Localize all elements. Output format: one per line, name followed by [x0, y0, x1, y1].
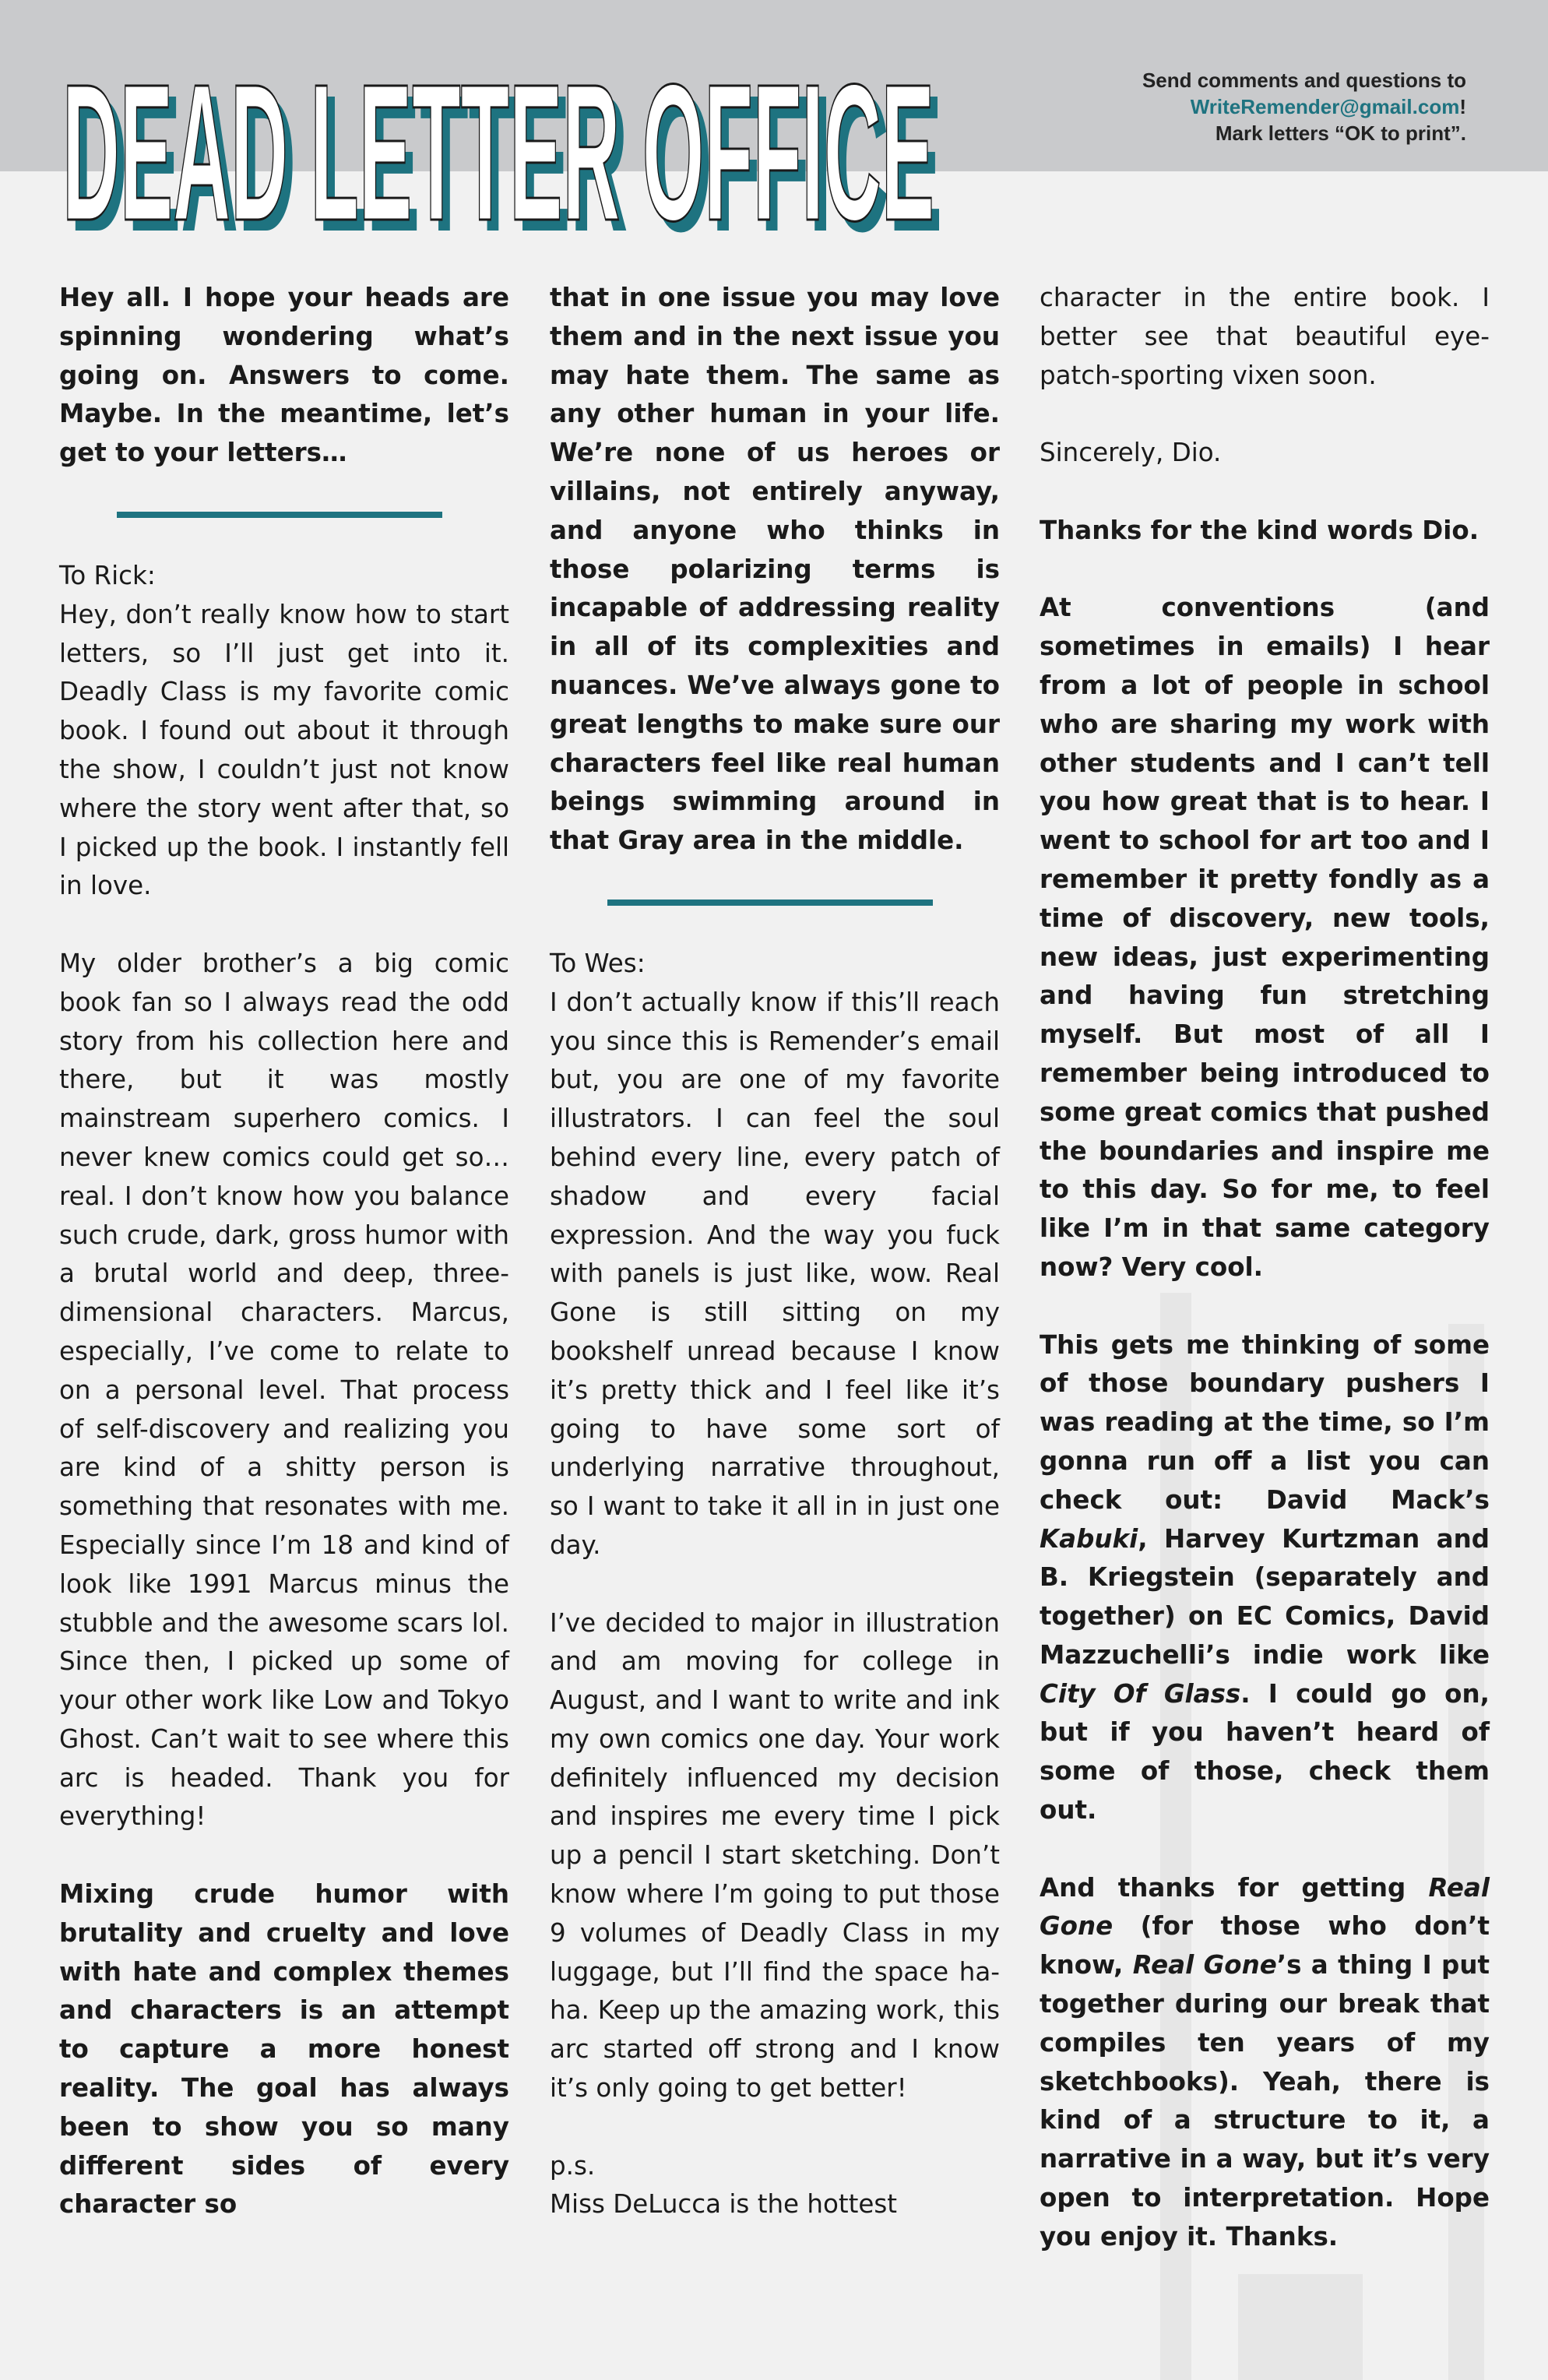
reply-paragraph [1040, 1326, 1490, 1830]
text-run: . I could go on, but if you haven’t heard of some of those, check them out. [1040, 1678, 1490, 1825]
column-1 [59, 279, 509, 2224]
reply-paragraph: Mixing crude humor with brutality and cruelty and love with hate and complex themes and characters is an attempt to capture a more honest reality. The goal has always been to show you so many different sides of every character so [59, 1879, 509, 2220]
title-real-gone: Real Gone [1132, 1950, 1277, 1980]
column-3 [1040, 279, 1490, 2257]
page-title-text: DEAD LETTER OFFICE [62, 44, 934, 255]
ps-text: Miss DeLucca is the hottest [550, 2189, 898, 2220]
reply-paragraph: that in one issue you may love them and in the next issue you may hate them. The same as any other human in your life. We’re none of us heroes or villains, not entirely anyway, and anyone who thinks in those polarizing terms is incapable of addressing reality in all of its complexities and nuances. We’ve always gone to great lengths to make sure our characters feel like real human beings swimming around in that Gray area in the middle. [550, 283, 1000, 856]
letter-salutation: To Rick: [59, 560, 156, 590]
contact-note: Mark letters “OK to print”. [1215, 121, 1466, 145]
contact-email-link[interactable]: WriteRemender@gmail.com [1190, 95, 1460, 118]
text-run: (for those who don’t know, [1040, 1911, 1490, 1980]
column-2 [550, 279, 1000, 2224]
contact-line: Send comments and questions to [1142, 69, 1466, 92]
section-divider [607, 900, 933, 906]
letter-paragraph: My older brother’s a big comic book fan so I always read the odd story from his collection here and there, but it was mostly mainstream superhero comics. I never knew comics could get so… real. I don’t know how you balance such crude, dark, gross humor with a brutal world and deep, three-dimensional characters. Marcus, especially, I’ve come to relate to on a personal level. That process of self-discovery and realizing you are kind of a shitty person is something that resonates with me. Especially since I’m 18 and kind of look like 1991 Marcus minus the stubble and the awesome scars lol. Since then, I picked up some of your other work like Low and Tokyo Ghost. Can’t wait to see where this arc is headed. Thank you for everything! [59, 948, 509, 1832]
ps-label: p.s. [550, 2150, 596, 2181]
reply-paragraph [1040, 1869, 1490, 2257]
contact-email-line [1061, 93, 1466, 120]
ps-text: character in the entire book. I better see that beautiful eye-patch-sporting vixen soon. [1040, 283, 1490, 390]
title-kabuki: Kabuki [1040, 1523, 1138, 1554]
reply-paragraph: Thanks for the kind words Dio. [1040, 515, 1479, 545]
contact-info [1061, 67, 1466, 146]
text-run: , Harvey Kurtzman and B. Kriegstein (separately and together) on EC Comics, David Mazzuchelli’s indie work like [1040, 1523, 1490, 1670]
letter-paragraph: Hey, don’t really know how to start letters, so I’ll just get into it. Deadly Class is my favorite comic book. I found out about it through the show, I couldn’t just not know where the story went after that, so I picked up the book. I instantly fell in love. [59, 599, 509, 901]
title-real-gone: Real Gone [1040, 1872, 1490, 1942]
background-decoration [1238, 2274, 1363, 2380]
letter-paragraph: I’ve decided to major in illustration and am moving for college in August, and I want to write and ink my own comics one day. Your work definitely influenced my decision and inspires me every time I pick up a pencil I start sketching. Don’t know where I’m going to put those 9 volumes of Deadly Class in my luggage, but I’ll find the space ha-ha. Keep up the amazing work, this arc started off strong and I know it’s only going to get better! [550, 1607, 1000, 2104]
text-run: This gets me thinking of some of those boundary pushers I was reading at the time, so I’m gonna run off a list you can check out: David Mack’s [1040, 1329, 1490, 1515]
letter-salutation: To Wes: [550, 948, 646, 978]
letter-paragraph: I don’t actually know if this’ll reach you since this is Remender’s email but, you are one of my favorite illustrators. I can feel the soul behind every line, every patch of shadow and every facial expression. And the way you fuck with panels is just like, wow. Real Gone is still sitting on my bookshelf unread because I know it’s pretty thick and I feel like it’s going to have some sort of underlying narrative throughout, so I want to take it all in in just one day. [550, 987, 1000, 1560]
page-title [62, 30, 997, 255]
contact-bang: ! [1459, 95, 1466, 118]
title-city-of-glass: City Of Glass [1040, 1678, 1241, 1709]
signoff: Sincerely, Dio. [1040, 438, 1222, 468]
text-run: ’s a thing I put together during our break that compiles ten years of my sketchbooks). Yeah, there is kind of a structure to it, a narrative in a way, but it’s very open to interpretation. Hope you enjoy it. Thanks. [1040, 1950, 1490, 2251]
reply-paragraph: At conventions (and sometimes in emails) I hear from a lot of people in school who are sharing my work with other students and I can’t tell you how great that is to hear. I went to school for art too and I remember it pretty fondly as a time of discovery, new tools, new ideas, just experimenting and having fun stretching myself. But most of all I remember being introduced to some great comics that pushed the boundaries and inspire me to this day. So for me, to feel like I’m in that same category now? Very cool. [1040, 593, 1490, 1282]
intro-text: Hey all. I hope your heads are spinning wondering what’s going on. Answers to come. Maybe. In the meantime, let’s get to your letters… [59, 283, 509, 468]
section-divider [117, 512, 442, 518]
text-run: And thanks for getting [1040, 1872, 1429, 1903]
page-title-shadow: DEAD LETTER OFFICE [70, 55, 942, 255]
